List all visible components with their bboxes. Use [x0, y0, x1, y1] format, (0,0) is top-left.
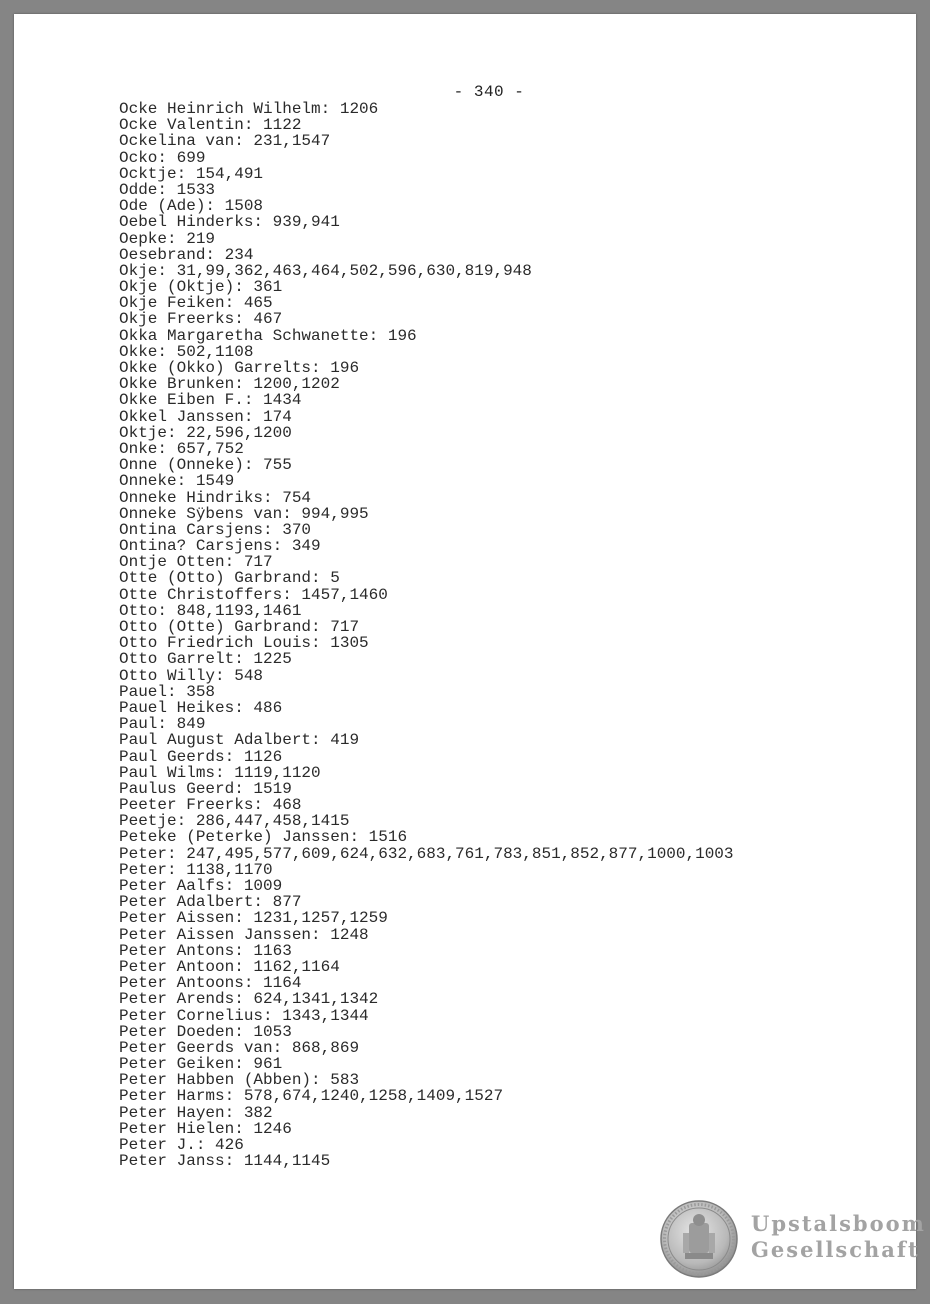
index-entry: Ocke Valentin: 1122 — [119, 116, 302, 135]
index-entry: Okke: 502,1108 — [119, 342, 254, 361]
index-entry: Ontje Otten: 717 — [119, 553, 273, 572]
index-entry: Peter: 247,495,577,609,624,632,683,761,783,851,852,877,1000,1003 — [119, 844, 734, 863]
index-entry: Peter Geerds van: 868,869 — [119, 1038, 360, 1057]
index-entry: Peter Antons: 1163 — [119, 941, 292, 960]
index-entry: Peter Hayen: 382 — [119, 1103, 273, 1122]
logo-line-upstalsboom: Upstalsboom — [751, 1211, 926, 1236]
index-entry: Peetje: 286,447,458,1415 — [119, 812, 350, 831]
index-entry: Paul Geerds: 1126 — [119, 747, 283, 766]
index-entry: Okje Freerks: 467 — [119, 310, 283, 329]
index-entry: Onneke: 1549 — [119, 472, 235, 491]
index-entry: Ontina? Carsjens: 349 — [119, 537, 321, 556]
index-entry: Oktje: 22,596,1200 — [119, 423, 292, 442]
index-entry: Peter Antoons: 1164 — [119, 974, 302, 993]
document-page — [14, 14, 926, 1289]
index-entry: Oebel Hinderks: 939,941 — [119, 213, 340, 232]
index-entry: Okje Feiken: 465 — [119, 294, 273, 313]
index-entry: Peteke (Peterke) Janssen: 1516 — [119, 828, 408, 847]
index-entry: Peter Antoon: 1162,1164 — [119, 957, 340, 976]
index-entry: Okje (Oktje): 361 — [119, 278, 283, 297]
index-entry: Peeter Freerks: 468 — [119, 796, 302, 815]
index-entry: Okke Brunken: 1200,1202 — [119, 375, 340, 394]
index-entry: Paul: 849 — [119, 715, 206, 734]
index-entry: Peter Adalbert: 877 — [119, 893, 302, 912]
index-entry-list — [119, 101, 734, 1169]
index-entry: Ocktje: 154,491 — [119, 164, 264, 183]
index-entry: Oesebrand: 234 — [119, 245, 254, 264]
index-entry: Peter Cornelius: 1343,1344 — [119, 1006, 369, 1025]
index-entry: Okke Eiben F.: 1434 — [119, 391, 302, 410]
index-entry: Odde: 1533 — [119, 180, 216, 199]
index-entry: Peter Aalfs: 1009 — [119, 877, 283, 895]
index-entry: Peter Habben (Abben): 583 — [119, 1071, 360, 1090]
index-entry: Paul Wilms: 1119,1120 — [119, 763, 321, 782]
index-entry: Peter Arends: 624,1341,1342 — [119, 990, 379, 1009]
index-entry: Onneke Hindriks: 754 — [119, 488, 312, 507]
index-entry: Otto Willy: 548 — [119, 666, 264, 685]
index-entry: Peter Harms: 578,674,1240,1258,1409,1527 — [119, 1087, 504, 1106]
index-entry: Peter Hielen: 1246 — [119, 1119, 292, 1138]
index-entry: Onne (Onneke): 755 — [119, 456, 292, 475]
index-entry: Okke (Okko) Garrelts: 196 — [119, 359, 360, 377]
index-entry: Otte Christoffers: 1457,1460 — [119, 585, 388, 604]
index-entry: Peter Geiken: 961 — [119, 1055, 283, 1074]
index-entry: Okka Margaretha Schwanette: 196 — [119, 326, 417, 345]
index-entry: Ontina Carsjens: 370 — [119, 520, 312, 539]
index-entry: Ode (Ade): 1508 — [119, 197, 264, 216]
index-entry: Otte (Otto) Garbrand: 5 — [119, 569, 340, 588]
index-entry: Okje: 31,99,362,463,464,502,596,630,819,948 — [119, 261, 532, 280]
index-entry: Peter Aissen Janssen: 1248 — [119, 925, 369, 944]
seal-icon — [659, 1199, 739, 1279]
index-entry: Pauel: 358 — [119, 682, 216, 701]
index-entry: Otto (Otte) Garbrand: 717 — [119, 618, 360, 636]
index-entry: Otto Garrelt: 1225 — [119, 650, 292, 669]
index-entry: Onke: 657,752 — [119, 439, 244, 458]
index-entry: Peter Aissen: 1231,1257,1259 — [119, 909, 388, 928]
index-entry: Peter J.: 426 — [119, 1136, 244, 1154]
index-entry: Paulus Geerd: 1519 — [119, 779, 292, 798]
index-entry: Oepke: 219 — [119, 229, 216, 248]
index-entry: Paul August Adalbert: 419 — [119, 731, 360, 750]
index-entry: Peter: 1138,1170 — [119, 860, 273, 879]
index-entry: Otto: 848,1193,1461 — [119, 601, 302, 620]
index-entry: Ockelina van: 231,1547 — [119, 132, 331, 151]
index-entry: Onneke Sÿbens van: 994,995 — [119, 504, 369, 523]
index-entry: Peter Doeden: 1053 — [119, 1022, 292, 1041]
logo-text — [751, 1211, 926, 1263]
society-logo — [659, 1199, 926, 1279]
logo-line-gesellschaft: Gesellschaft — [751, 1237, 920, 1262]
page-number: - 340 - — [453, 83, 525, 101]
index-entry: Peter Janss: 1144,1145 — [119, 1152, 331, 1171]
index-entry: Otto Friedrich Louis: 1305 — [119, 634, 369, 653]
index-entry: Ocko: 699 — [119, 148, 206, 167]
index-entry: Pauel Heikes: 486 — [119, 698, 283, 717]
index-entry: Okkel Janssen: 174 — [119, 407, 292, 426]
index-entry: Ocke Heinrich Wilhelm: 1206 — [119, 100, 379, 118]
